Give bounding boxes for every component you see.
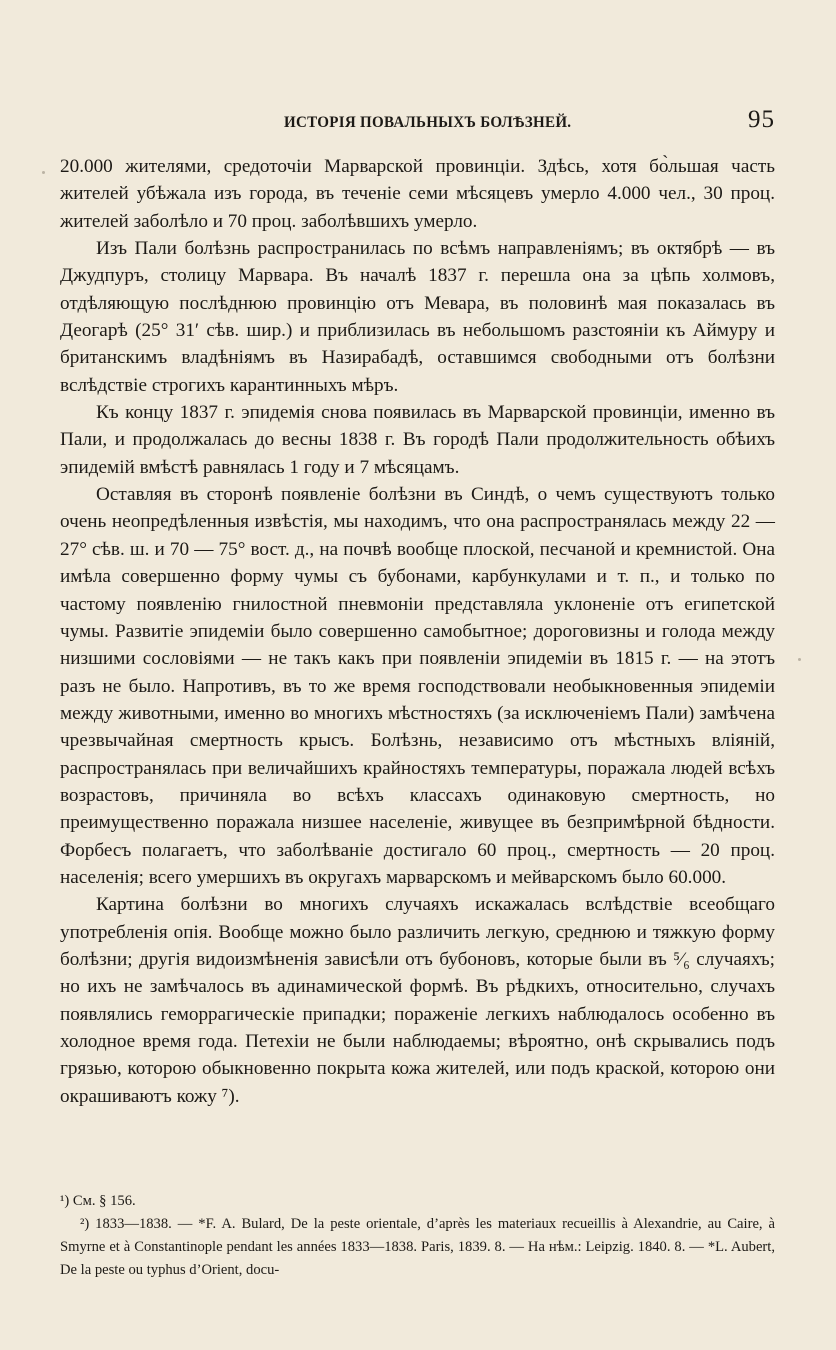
paragraph: 20.000 жителями, средоточіи Марварской провинціи. Здѣсь, хотя бо̀льшая часть жителей убѣжала изъ города, въ теченіе семи мѣсяцевъ умерло 4.000 чел., 30 проц. жителей заболѣло и 70 проц. заболѣвшихъ умерло. bbox=[60, 156, 775, 232]
paper-speck bbox=[798, 658, 801, 661]
paragraph: Оставляя въ сторонѣ появленіе болѣзни въ Синдѣ, о чемъ существуютъ только очень неопредѣленныя извѣстія, мы находимъ, что она распространялась между 22 — 27° сѣв. ш. и 70 — 75° вост. д., на почвѣ вообще плоской, песчаной и кремнистой. Она имѣла совершенно форму чумы съ бубонами, карбункулами и т. п., и только по частому появленію гнилостной пневмоніи представляла уклоненіе отъ египетской чумы. Развитіе эпидеміи было совершенно самобытное; дороговизны и голода между низшими сословіями — не такъ какъ при появленіи эпидеміи въ 1815 г. — на этотъ разъ не было. Напротивъ, въ то же время господствовали необыкновенныя эпидеміи между животными, именно во многихъ мѣстностяхъ (за исключеніемъ Пали) замѣчена чрезвычайная смертность крысъ. Болѣзнь, независимо отъ мѣстныхъ вліяній, распространялась при величайшихъ крайностяхъ температуры, поражала людей всѣхъ возрастовъ, причиняла во всѣхъ классахъ одинаковую смертность, но преимущественно поражала низшее населеніе, живущее въ безпримѣрной бѣдности. Форбесъ полагаетъ, что заболѣваніе достигало 60 проц., смертность — 20 проц. населенія; всего умершихъ въ округахъ марварскомъ и мейварскомъ было 60.000. bbox=[60, 484, 775, 888]
paper-speck bbox=[42, 171, 45, 174]
page-header bbox=[60, 106, 775, 138]
page-number: 95 bbox=[748, 106, 775, 133]
paragraph: Картина болѣзни во многихъ случаяхъ искажалась вслѣдствіе всеобщаго употребленія опія. Вообще можно было различить легкую, среднюю и тяжкую форму болѣзни; другія видоизмѣненія зависѣли отъ бубоновъ, которые были въ ⁵⁄₆ случаяхъ; но ихъ не замѣчалось въ адинамической формѣ. Въ рѣдкихъ, относительно, случахъ появлялись геморрагическіе припадки; пораженіе легкихъ наблюдалось особенно въ холодное время года. Петехіи не были наблюдаемы; вѣроятно, онѣ скрывались подъ грязью, которою обыкновенно покрыта кожа жителей, или подъ краской, которою они окрашиваютъ кожу ⁷). bbox=[60, 894, 775, 1107]
paragraph: Къ концу 1837 г. эпидемія снова появилась въ Марварской провинціи, именно въ Пали, и продолжалась до весны 1838 г. Въ городѣ Пали продолжительность обѣихъ эпидемій вмѣстѣ равнялась 1 году и 7 мѣсяцамъ. bbox=[60, 402, 775, 478]
footnotes bbox=[60, 1190, 775, 1282]
footnote: ¹) См. § 156. bbox=[60, 1193, 136, 1209]
paper-speck bbox=[573, 931, 576, 934]
footnote: ²) 1833—1838. — *F. A. Bulard, De la peste orientale, d’après les materiaux recueillis à Alexandrie, au Caire, à Smyrne et à Constantinople pendant les années 1833—1838. Paris, 1839. 8. — На нѣм.: Leipzig. 1840. 8. — *L. Aubert, De la peste ou typhus d’Orient, docu- bbox=[60, 1216, 775, 1278]
body-text bbox=[60, 153, 775, 1110]
paragraph: Изъ Пали болѣзнь распространилась по всѣмъ направленіямъ; въ октябрѣ — въ Джудпуръ, столицу Марвара. Въ началѣ 1837 г. перешла она за цѣпь холмовъ, отдѣляющую послѣднюю провинцію отъ Мевара, въ половинѣ мая показалась въ Деогарѣ (25° 31′ сѣв. шир.) и приблизилась въ небольшомъ разстояніи къ Аймуру и британскимъ владѣніямъ въ Назирабадѣ, оставшимся свободными отъ болѣзни вслѣдствіе строгихъ карантинныхъ мѣръ. bbox=[60, 238, 775, 396]
book-page bbox=[60, 0, 775, 1350]
running-title: ИСТОРІЯ ПОВАЛЬНЫХЪ БОЛѢЗНЕЙ. bbox=[284, 114, 572, 131]
